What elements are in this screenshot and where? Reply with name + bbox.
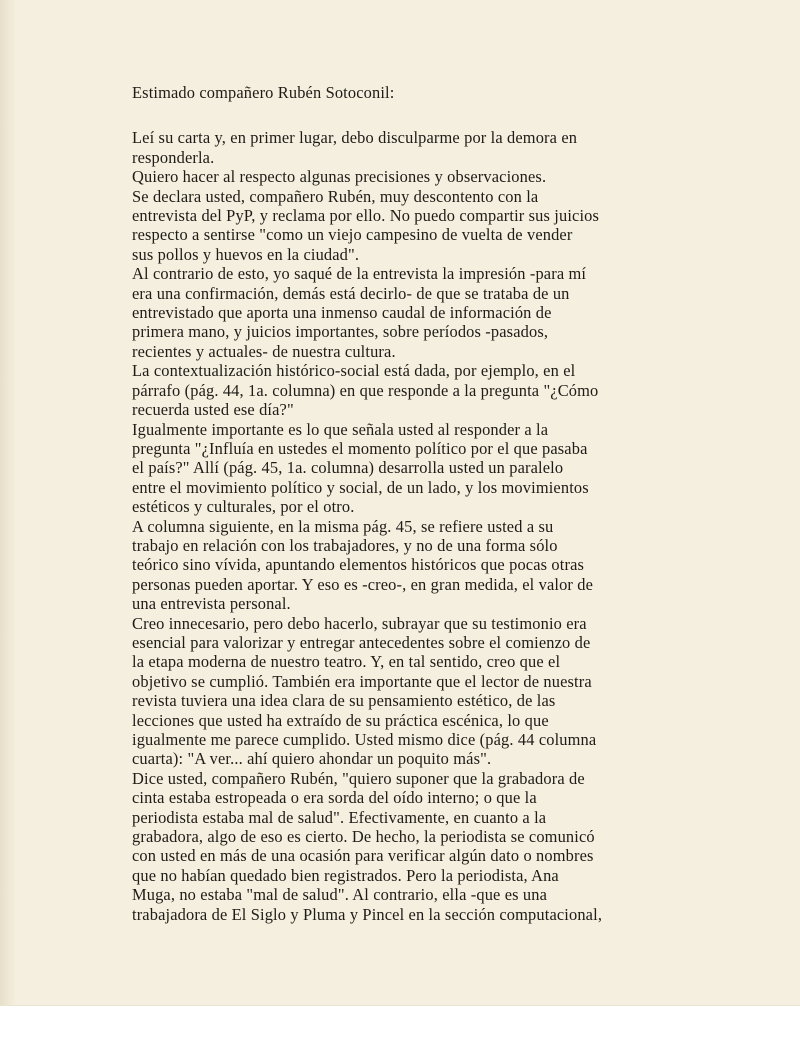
text-line: periodista estaba mal de salud". Efectivamente, en cuanto a la xyxy=(132,807,547,827)
text-line: una entrevista personal. xyxy=(132,594,291,614)
text-line: Muga, no estaba "mal de salud". Al contrario, ella -que es una xyxy=(132,885,548,905)
text-line: trabajadora de El Siglo y Pluma y Pincel en la sección computacional, xyxy=(132,904,603,924)
text-line: Quiero hacer al respecto algunas precisiones y observaciones. xyxy=(132,167,547,187)
letter-salutation: Estimado compañero Rubén Sotoconil: xyxy=(132,83,395,102)
text-line: objetivo se cumplió. También era importante que el lector de nuestra xyxy=(132,671,592,691)
text-line: la etapa moderna de nuestro teatro. Y, en tal sentido, creo que el xyxy=(132,652,561,672)
text-line: A columna siguiente, en la misma pág. 45, se refiere usted a su xyxy=(132,516,554,536)
text-line: igualmente me parece cumplido. Usted mismo dice (pág. 44 columna xyxy=(132,730,597,749)
text-line: que no habían quedado bien registrados. Pero la periodista, Ana xyxy=(132,865,559,885)
page-left-edge-shadow xyxy=(0,0,16,1005)
text-line: Leí su carta y, en primer lugar, debo disculparme por la demora en xyxy=(132,128,578,148)
page-bottom-margin xyxy=(0,1005,800,1037)
text-line: cuarta): "A ver... ahí quiero ahondar un poquito más". xyxy=(132,749,492,769)
text-line: revista tuviera una idea clara de su pensamiento estético, de las xyxy=(132,691,556,711)
text-line: Al contrario de esto, yo saqué de la entrevista la impresión -para mí xyxy=(132,264,587,284)
text-line: lecciones que usted ha extraído de su práctica escénica, lo que xyxy=(132,710,549,730)
letter-body xyxy=(132,83,677,924)
text-line: responderla. xyxy=(132,147,215,167)
text-line: respecto a sentirse "como un viejo campesino de vuelta de vender xyxy=(132,225,573,245)
letter-text xyxy=(132,128,677,924)
text-line: trabajo en relación con los trabajadores, y no de una forma sólo xyxy=(132,535,558,555)
text-line: esencial para valorizar y entregar antecedentes sobre el comienzo de xyxy=(132,632,591,652)
text-line: pregunta "¿Influía en ustedes el momento político por el que pasaba xyxy=(132,438,588,458)
text-line: recuerda usted ese día?" xyxy=(132,400,294,420)
text-line: La contextualización histórico-social está dada, por ejemplo, en el xyxy=(132,361,576,381)
text-line: con usted en más de una ocasión para verificar algún dato o nombres xyxy=(132,846,594,866)
text-line: era una confirmación, demás está decirlo- de que se trataba de un xyxy=(132,283,570,303)
text-line: entrevistado que aporta una inmenso caudal de información de xyxy=(132,303,552,323)
text-line: primera mano, y juicios importantes, sobre períodos -pasados, xyxy=(132,322,549,342)
text-line: Creo innecesario, pero debo hacerlo, subrayar que su testimonio era xyxy=(132,613,587,633)
text-line: Se declara usted, compañero Rubén, muy descontento con la xyxy=(132,186,539,206)
text-line: estéticos y culturales, por el otro. xyxy=(132,497,355,517)
text-line: entre el movimiento político y social, de un lado, y los movimientos xyxy=(132,477,589,497)
text-line: párrafo (pág. 44, 1a. columna) en que responde a la pregunta "¿Cómo xyxy=(132,380,599,400)
text-line: Igualmente importante es lo que señala usted al responder a la xyxy=(132,419,549,439)
text-line: grabadora, algo de eso es cierto. De hecho, la periodista se comunicó xyxy=(132,827,595,847)
text-line: teórico sino vívida, apuntando elementos históricos que pocas otras xyxy=(132,555,585,575)
text-line: recientes y actuales- de nuestra cultura. xyxy=(132,341,396,361)
text-line: cinta estaba estropeada o era sorda del oído interno; o que la xyxy=(132,788,537,808)
text-line: sus pollos y huevos en la ciudad". xyxy=(132,244,360,264)
text-line: Dice usted, compañero Rubén, "quiero suponer que la grabadora de xyxy=(132,768,585,788)
text-line: el país?" Allí (pág. 45, 1a. columna) desarrolla usted un paralelo xyxy=(132,458,564,478)
text-line: entrevista del PyP, y reclama por ello. No puedo compartir sus juicios xyxy=(132,206,600,226)
text-line: personas pueden aportar. Y eso es -creo-, en gran medida, el valor de xyxy=(132,574,594,594)
